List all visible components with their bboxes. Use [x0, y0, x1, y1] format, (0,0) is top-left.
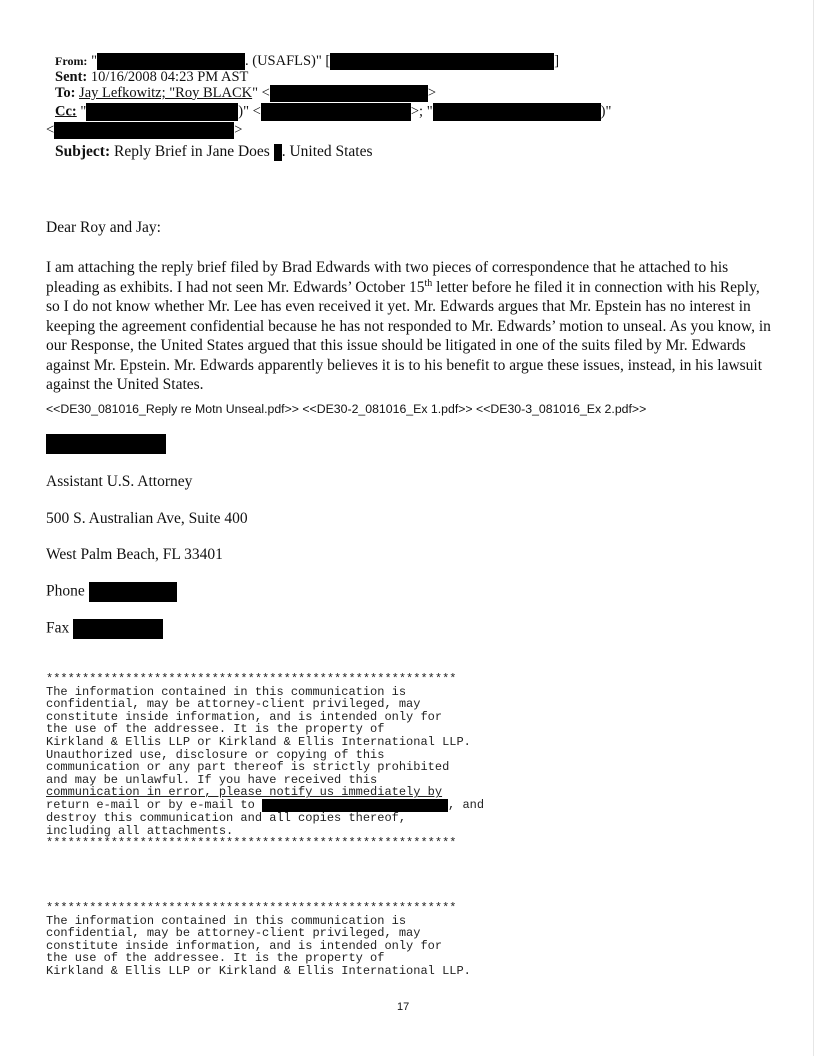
disclaimer-line: return e-mail or by e-mail to , and — [46, 797, 485, 812]
attachments-list: <<DE30_081016_Reply re Motn Unseal.pdf>> <<DE30-2_081016_Ex 1.pdf>> <<DE30-3_081016_Ex 2.pdf>> — [46, 402, 647, 416]
phone-line — [46, 582, 177, 602]
sent-line — [55, 69, 248, 86]
disclaimer-line: The information contained in this communication is — [46, 913, 407, 928]
disclaimer-line: communication or any part thereof is strictly prohibited — [46, 760, 450, 775]
disclaimer-line: including all attachments. — [46, 823, 234, 838]
subject-line: Subject: Reply Brief in Jane Does . United States — [55, 143, 373, 160]
subject-label: Subject: — [55, 143, 111, 160]
star-divider: ********************************************************* — [46, 672, 457, 686]
address-line-1: 500 S. Australian Ave, Suite 400 — [46, 510, 248, 527]
fax-line — [46, 619, 163, 639]
page-number: 17 — [397, 1001, 410, 1013]
address-line-2: West Palm Beach, FL 33401 — [46, 546, 223, 563]
disclaimer-line: constitute inside information, and is intended only for — [46, 938, 443, 953]
sent-value: 10/16/2008 04:23 PM AST — [90, 69, 249, 85]
disclaimer-line: confidential, may be attorney-client privileged, may — [46, 926, 421, 941]
redaction-block — [73, 619, 163, 639]
redaction-block — [86, 103, 238, 121]
redaction-block — [262, 799, 448, 812]
disclaimer-block — [46, 673, 484, 850]
cc-label: Cc: — [55, 103, 77, 120]
redaction-block — [261, 103, 411, 121]
from-line: From: " . (USAFLS)" [ ] — [55, 53, 560, 69]
disclaimer-line: the use of the addressee. It is the property of — [46, 951, 385, 966]
to-value: Jay Lefkowitz; "Roy BLACK — [79, 85, 253, 101]
redaction-block — [97, 53, 245, 70]
redaction-block — [274, 144, 282, 161]
redaction-block — [46, 434, 166, 454]
disclaimer-line: Unauthorized use, disclosure or copying of this — [46, 747, 385, 762]
redaction-block — [54, 122, 234, 139]
redaction-block — [433, 103, 601, 121]
to-label: To: — [55, 85, 76, 101]
salutation: Dear Roy and Jay: — [46, 219, 161, 236]
signature-title: Assistant U.S. Attorney — [46, 473, 193, 490]
disclaimer-line: and may be unlawful. If you have received this — [46, 772, 378, 787]
to-line: To: Jay Lefkowitz; "Roy BLACK" < > — [55, 85, 437, 101]
disclaimer-line: The information contained in this communication is — [46, 684, 407, 699]
sent-label: Sent: — [55, 69, 88, 85]
star-divider: ********************************************************* — [46, 836, 457, 851]
disclaimer-line: Kirkland & Ellis LLP or Kirkland & Ellis International LLP. — [46, 734, 471, 749]
disclaimer-line: communication in error, please notify us immediately by — [46, 785, 443, 800]
disclaimer-line: Kirkland & Ellis LLP or Kirkland & Ellis International LLP. — [46, 963, 471, 978]
redaction-block — [330, 53, 554, 70]
disclaimer-block-2 — [46, 902, 471, 978]
disclaimer-line: confidential, may be attorney-client privileged, may — [46, 697, 421, 712]
body-paragraph: I am attaching the reply brief filed by Brad Edwards with two pieces of correspondence that he attached to his pleading as exhibits. I had not seen Mr. Edwards’ October 15th letter before he filed it in connection with his Reply, so I do not know whether Mr. Lee has even received it yet. Mr. Edwards argues that Mr. Epstein has no interest in keeping the agreement confidential because he has not responded to Mr. Edwards’ motion to unseal. As you know, in our Response, the United States argued that this issue should be litigated in one of the suits filed by Mr. Edwards against Mr. Epstein. Mr. Edwards apparently believes it is to his benefit to argue these issues, instead, in his lawsuit against the United States. — [46, 259, 771, 393]
disclaimer-line: destroy this communication and all copies thereof, — [46, 810, 407, 825]
disclaimer-line: the use of the addressee. It is the property of — [46, 722, 385, 737]
from-label: From: — [55, 54, 88, 68]
redaction-block — [270, 85, 428, 102]
phone-label: Phone — [46, 582, 85, 600]
cc-line: Cc: " )" < >; " )" — [55, 103, 612, 120]
cc-line-2: < > — [46, 122, 243, 138]
disclaimer-line: constitute inside information, and is intended only for — [46, 709, 443, 724]
redaction-block — [89, 582, 177, 602]
star-divider: ********************************************************* — [46, 901, 457, 915]
page-edge — [813, 0, 814, 1056]
fax-label: Fax — [46, 619, 70, 637]
